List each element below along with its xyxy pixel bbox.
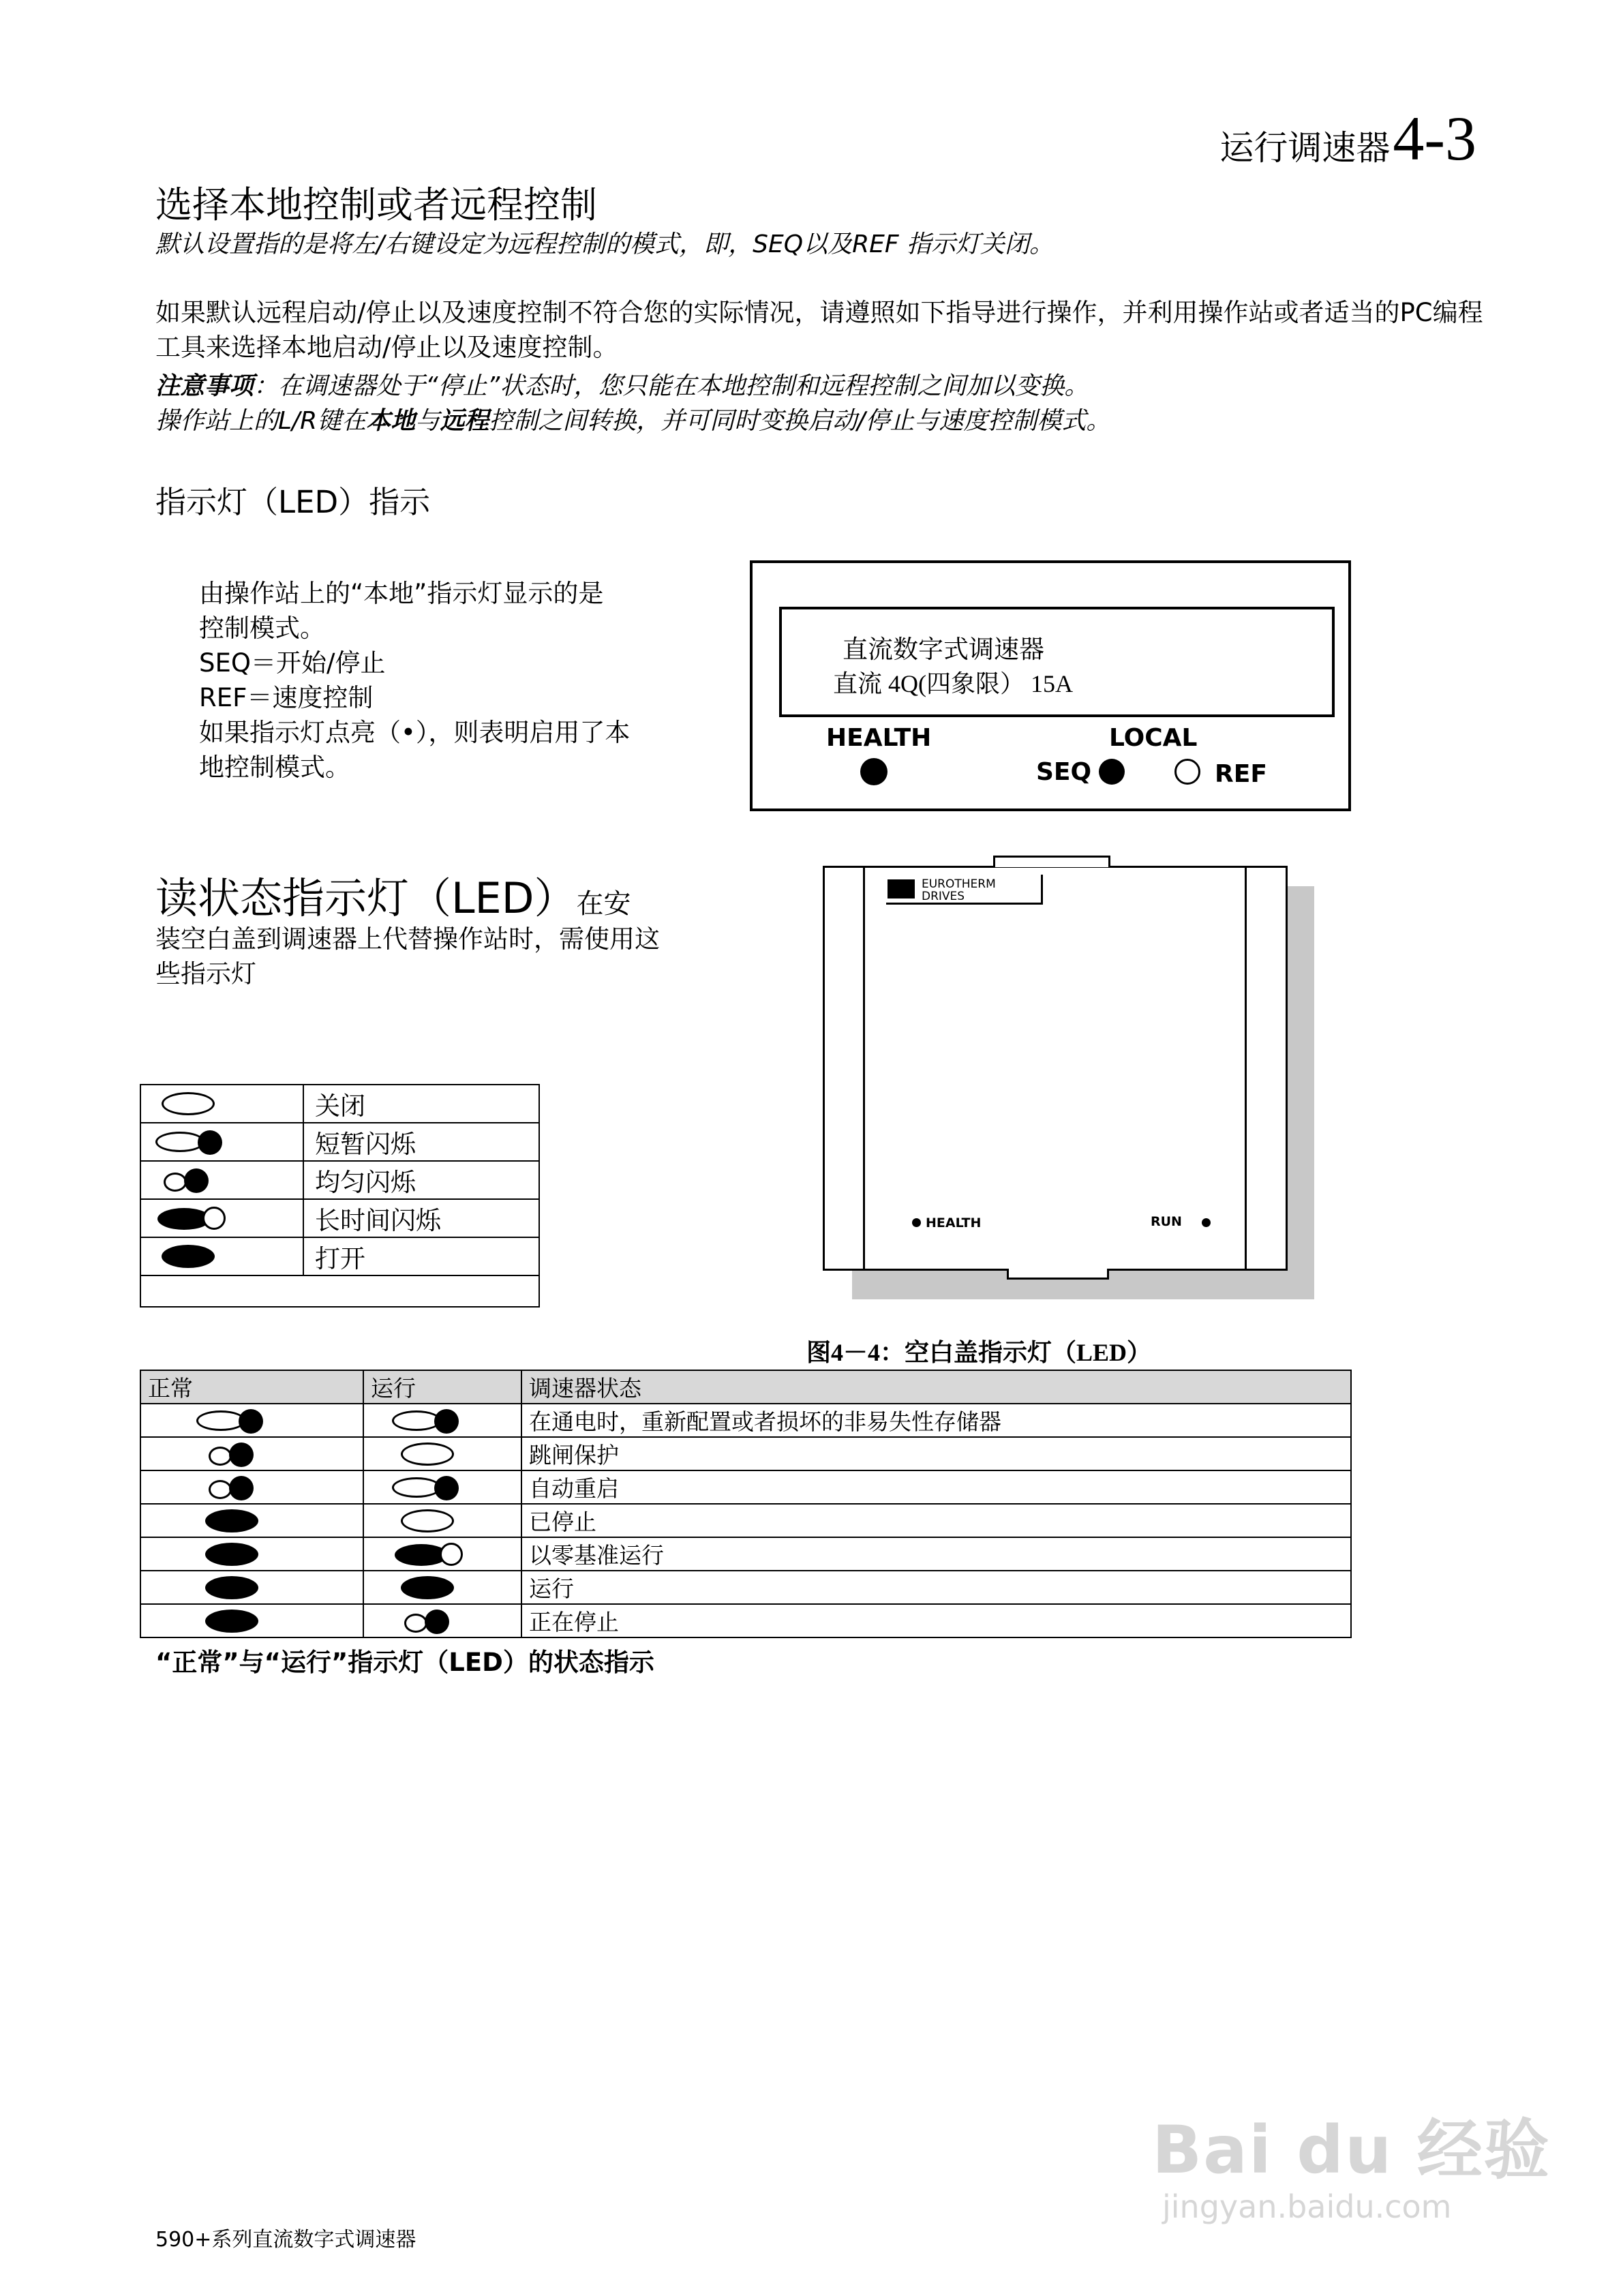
led-status-table	[140, 1370, 1352, 1638]
led-on-icon	[401, 1576, 454, 1599]
led-short-icon	[155, 1130, 221, 1153]
run-led	[363, 1604, 521, 1637]
health-led	[140, 1470, 363, 1504]
mode-line: 地控制模式。	[199, 753, 350, 782]
cover-health-label: HEALTH	[926, 1215, 982, 1230]
lr-text-1: 操作站上的L/R键在	[155, 407, 367, 435]
led-off-icon	[401, 1509, 454, 1532]
status-header-row	[140, 1370, 1351, 1404]
status-table-caption: “正常”与“运行”指示灯（LED）的状态指示	[155, 1648, 654, 1677]
col-state-header: 调速器状态	[521, 1370, 1351, 1404]
led-symbol	[140, 1123, 303, 1161]
mode-line: 控制模式。	[199, 614, 325, 643]
legend-empty-cell	[140, 1275, 539, 1307]
mode-line: REF＝速度控制	[199, 683, 374, 712]
status-row	[140, 1437, 1351, 1470]
mode-line: 如果指示灯点亮（•），则表明启用了本	[199, 718, 631, 747]
led-short-icon	[392, 1409, 457, 1432]
blank-cover-figure	[823, 866, 1288, 1271]
led-off-icon	[401, 1442, 454, 1466]
legend-label: 关闭	[303, 1085, 539, 1123]
seq-led-icon	[1099, 759, 1125, 785]
drive-state: 已停止	[521, 1504, 1351, 1537]
legend-row	[140, 1237, 539, 1275]
led-off-icon	[162, 1092, 215, 1115]
lr-key-note	[155, 402, 1110, 436]
led-on-icon	[205, 1576, 258, 1599]
legend-label: 长时间闪烁	[303, 1199, 539, 1237]
legend-row	[140, 1161, 539, 1199]
mode-line: 由操作站上的“本地”指示灯显示的是	[199, 579, 604, 608]
run-led	[363, 1470, 521, 1504]
figure-caption: 图4－4：空白盖指示灯（LED）	[806, 1339, 1152, 1366]
caution-text: ：在调速器处于“停止”状态时，您只能在本地控制和远程控制之间加以变换。	[254, 372, 1089, 400]
logo-text-2: DRIVES	[922, 890, 965, 903]
lr-bold-remote: 远程	[440, 407, 489, 435]
cover-shadow-tab	[1033, 1282, 1149, 1299]
cover-left-edge	[863, 867, 865, 1269]
logo-text-1: EUROTHERM	[922, 877, 996, 891]
mode-line: SEQ＝开始/停止	[199, 648, 386, 678]
local-label: LOCAL	[1109, 724, 1198, 752]
caution-label: 注意事项	[155, 372, 254, 400]
cover-run-led-icon	[1202, 1218, 1211, 1227]
legend-label: 打开	[303, 1237, 539, 1275]
led-symbol	[140, 1161, 303, 1199]
status-row	[140, 1571, 1351, 1604]
status-row	[140, 1604, 1351, 1637]
drive-state: 以零基准运行	[521, 1537, 1351, 1571]
led-even-icon	[164, 1168, 211, 1192]
caution-note	[155, 367, 1089, 402]
health-led	[140, 1404, 363, 1437]
led-long-icon	[157, 1207, 226, 1230]
col-run-header: 运行	[363, 1370, 521, 1404]
seq-label: SEQ	[1036, 758, 1092, 786]
drive-state: 跳闸保护	[521, 1437, 1351, 1470]
cover-bottom-tab	[1007, 1269, 1109, 1280]
led-on-icon	[205, 1543, 258, 1566]
legend-row	[140, 1085, 539, 1123]
led-on-icon	[205, 1610, 258, 1633]
led-short-icon	[196, 1409, 262, 1432]
page-header	[1219, 102, 1476, 175]
health-led	[140, 1537, 363, 1571]
status-row	[140, 1470, 1351, 1504]
cover-health-led-icon	[912, 1218, 921, 1227]
legend-label: 短暂闪烁	[303, 1123, 539, 1161]
eurotherm-logo-icon	[888, 879, 915, 898]
ref-led-icon	[1174, 759, 1200, 785]
health-label: HEALTH	[826, 724, 932, 752]
section-title-status-led	[155, 864, 631, 925]
run-led	[363, 1404, 521, 1437]
chapter-title: 运行调速器	[1219, 128, 1391, 168]
page-footer: 590+系列直流数字式调速器	[155, 2228, 416, 2252]
led-symbol	[140, 1085, 303, 1123]
display-line-2: 直流 4Q(四象限） 15A	[833, 670, 1073, 697]
watermark-url: jingyan.baidu.com	[1162, 2188, 1452, 2225]
status-row	[140, 1504, 1351, 1537]
led-even-icon	[209, 1476, 256, 1499]
drive-state: 运行	[521, 1571, 1351, 1604]
control-mode-description	[199, 576, 697, 785]
led-on-icon	[162, 1245, 215, 1268]
section-title-local-remote: 选择本地控制或者远程控制	[155, 183, 597, 226]
watermark-logo: Bai du 经验	[1152, 2112, 1551, 2188]
legend-row	[140, 1199, 539, 1237]
status-row	[140, 1537, 1351, 1571]
cover-top-tab	[993, 856, 1110, 867]
section-title-led: 指示灯（LED）指示	[155, 484, 431, 520]
cover-right-edge	[1245, 867, 1247, 1269]
status-row	[140, 1404, 1351, 1437]
drive-state: 在通电时，重新配置或者损坏的非易失性存储器	[521, 1404, 1351, 1437]
led-legend-table	[140, 1084, 540, 1308]
col-health-header: 正常	[140, 1370, 363, 1404]
run-led	[363, 1537, 521, 1571]
led-even-icon	[209, 1442, 256, 1466]
page-number: 4-3	[1393, 104, 1476, 173]
led-on-icon	[205, 1509, 258, 1532]
health-led	[140, 1437, 363, 1470]
legend-label: 均匀闪烁	[303, 1161, 539, 1199]
lr-text-3: 控制之间转换，并可同时变换启动/停止与速度控制模式。	[489, 407, 1111, 435]
lr-text-2: 与	[415, 407, 440, 435]
display-line-1: 直流数字式调速器	[843, 635, 1044, 664]
health-led	[140, 1571, 363, 1604]
status-led-description: 装空白盖到调速器上代替操作站时，需使用这些指示灯	[155, 924, 660, 988]
led-symbol	[140, 1237, 303, 1275]
status-led-heading: 读状态指示灯（LED）	[155, 873, 577, 923]
cover-run-label: RUN	[1151, 1214, 1182, 1229]
instructions-paragraph: 如果默认远程启动/停止以及速度控制不符合您的实际情况，请遵照如下指导进行操作，并利用操作站或者适当的PC编程工具来选择本地启动/停止以及速度控制。	[155, 298, 1483, 362]
health-led	[140, 1604, 363, 1637]
drive-state: 正在停止	[521, 1604, 1351, 1637]
run-led	[363, 1437, 521, 1470]
led-even-icon	[404, 1610, 452, 1633]
led-short-icon	[392, 1476, 457, 1499]
drive-state: 自动重启	[521, 1470, 1351, 1504]
legend-row-empty	[140, 1275, 539, 1307]
run-led	[363, 1571, 521, 1604]
led-long-icon	[395, 1543, 463, 1566]
health-led-icon	[860, 758, 888, 785]
health-led	[140, 1504, 363, 1537]
status-led-heading-tail: 在安	[576, 888, 631, 920]
led-symbol	[140, 1199, 303, 1237]
ref-label: REF	[1215, 760, 1267, 788]
legend-row	[140, 1123, 539, 1161]
run-led	[363, 1504, 521, 1537]
default-setting-note: 默认设置指的是将左/右键设定为远程控制的模式，即，SEQ以及REF 指示灯关闭。	[155, 230, 1054, 258]
lr-bold-local: 本地	[366, 407, 416, 435]
